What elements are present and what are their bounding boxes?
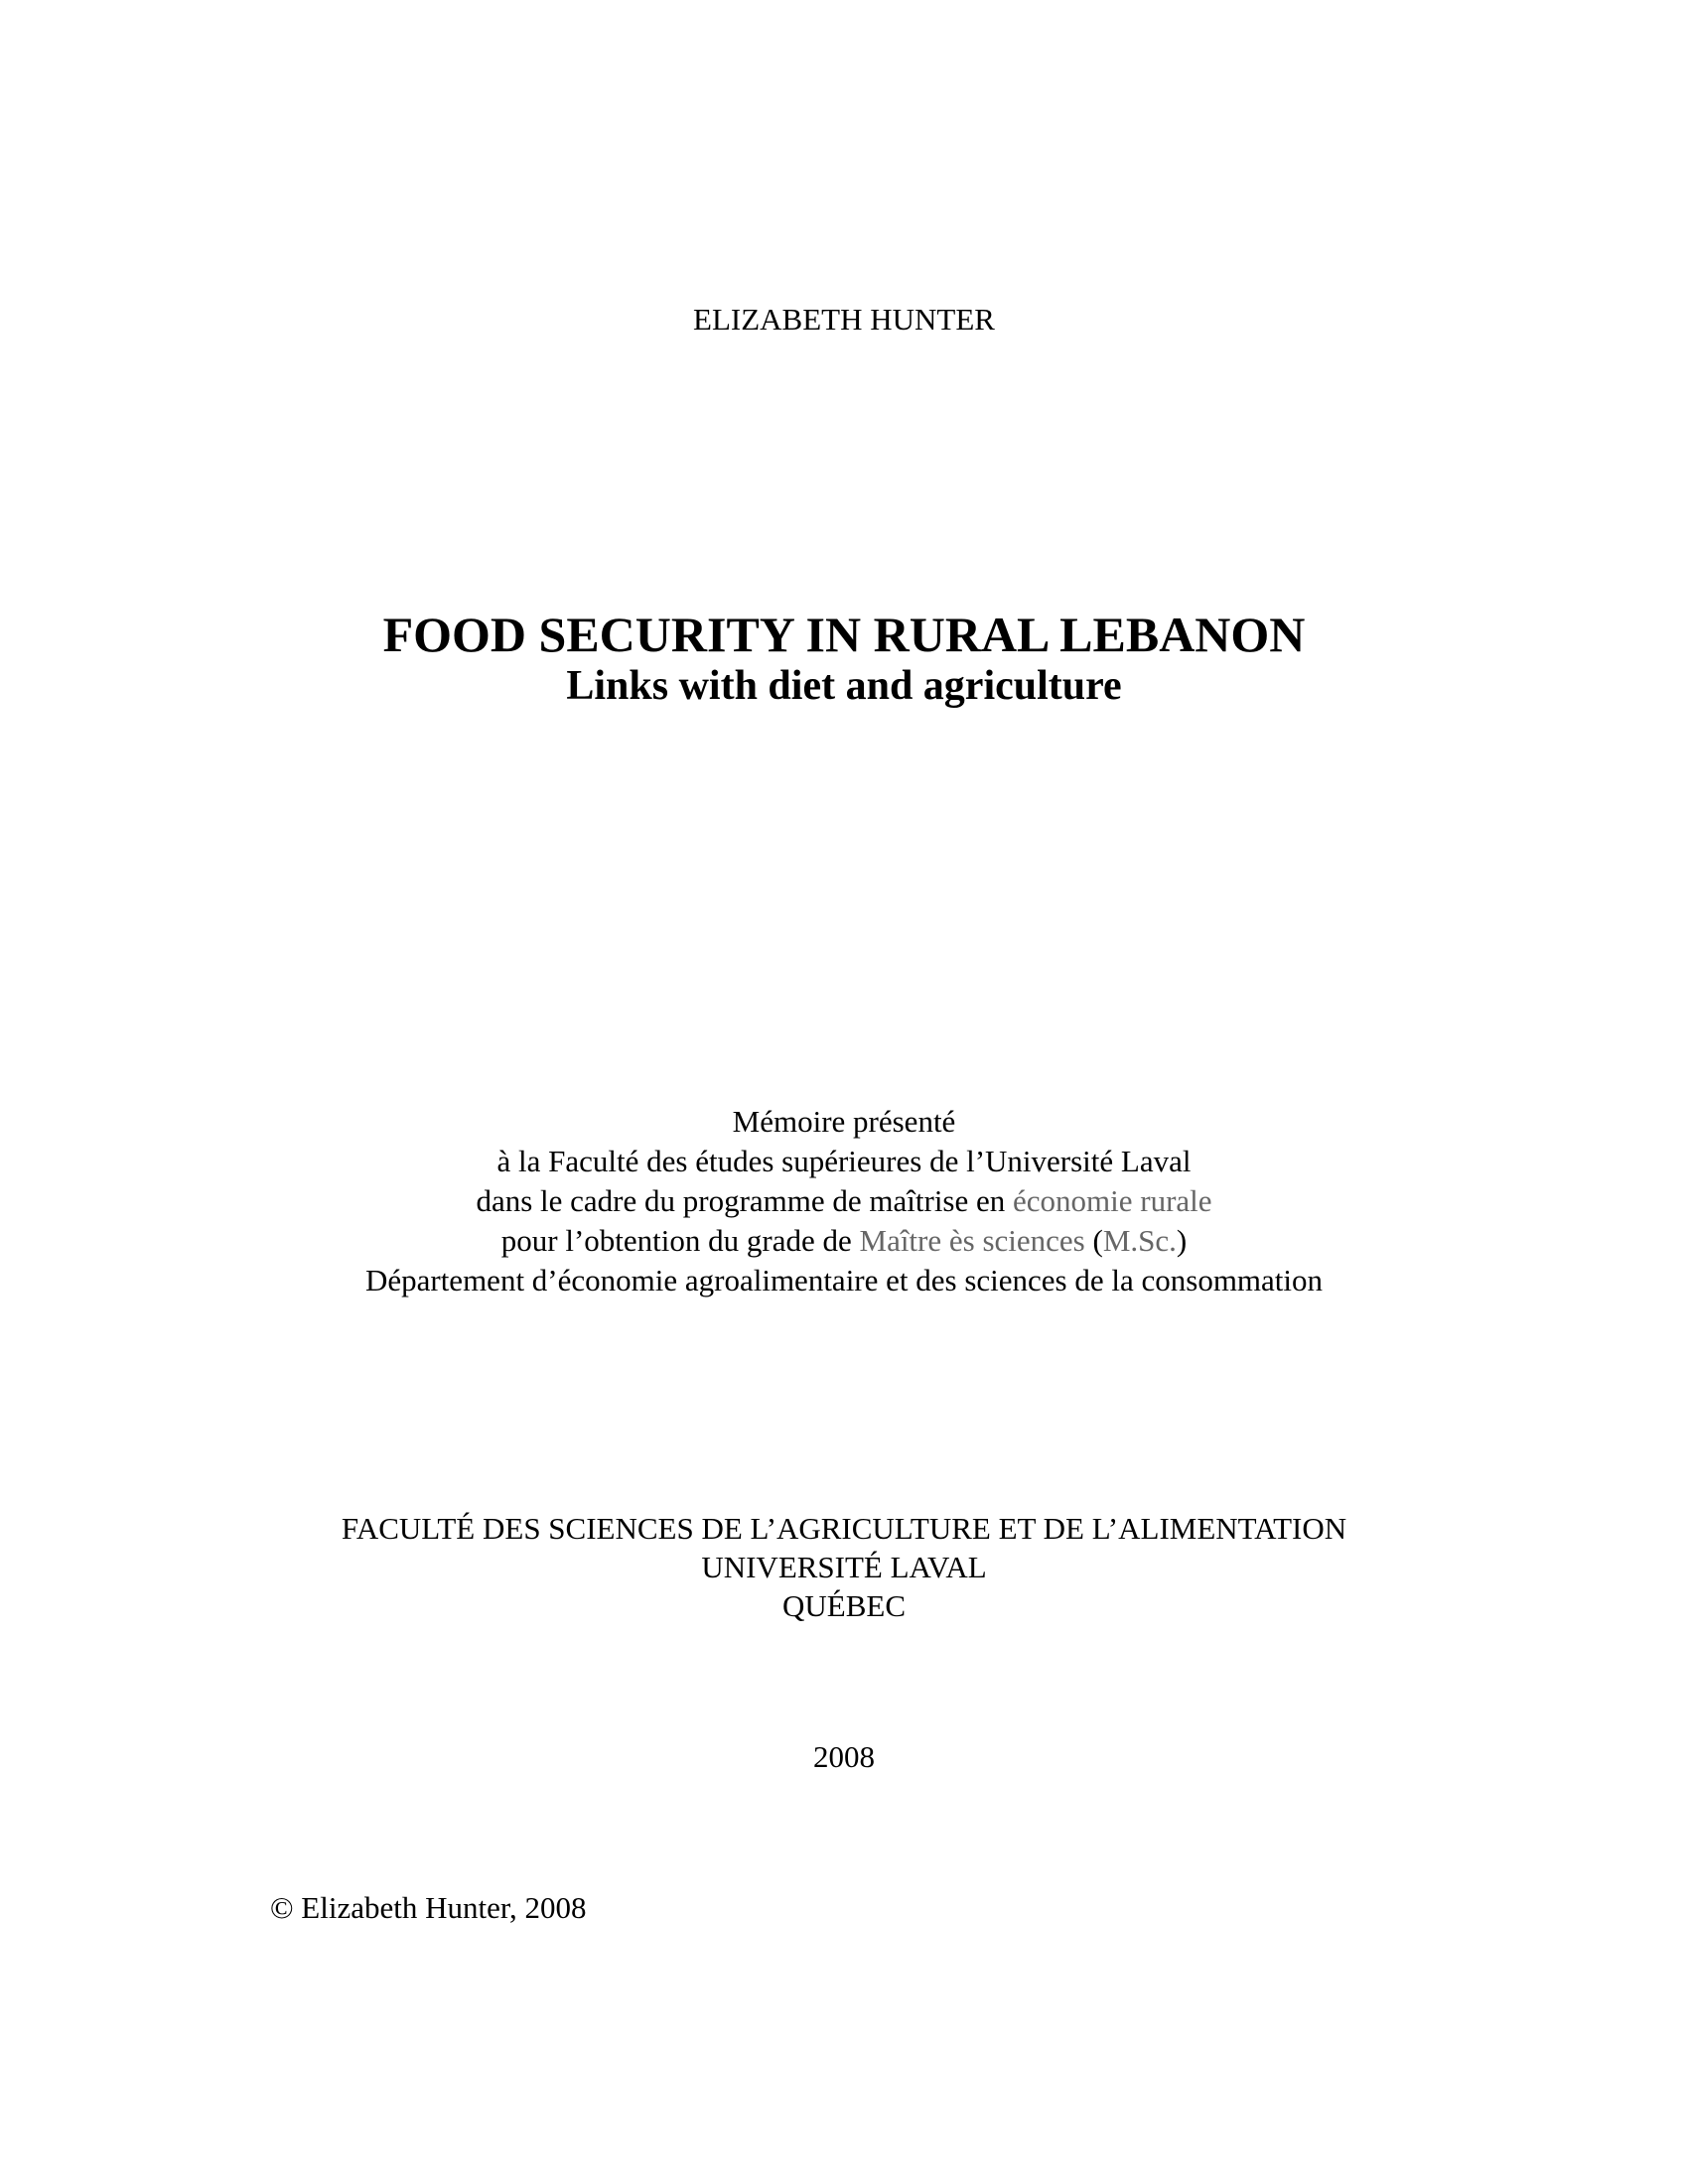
copyright-notice: © Elizabeth Hunter, 2008 xyxy=(270,1890,587,1925)
program-prefix: dans le cadre du programme de maîtrise en xyxy=(476,1183,1014,1218)
faculty-name: FACULTÉ DES SCIENCES DE L’AGRICULTURE ET DE L’ALIMENTATION xyxy=(341,1511,1347,1546)
memoire-line-2: à la Faculté des études supérieures de l’Université Laval xyxy=(496,1144,1192,1178)
university-name: UNIVERSITÉ LAVAL xyxy=(701,1550,987,1584)
degree-paren-open: ( xyxy=(1084,1223,1103,1258)
memoire-line-5: Département d’économie agroalimentaire et des sciences de la consommation xyxy=(364,1263,1324,1297)
memoire-statement xyxy=(0,1102,1688,1300)
degree-name: Maître ès sciences xyxy=(859,1223,1085,1258)
memoire-line-1: Mémoire présenté xyxy=(732,1104,956,1139)
degree-prefix: pour l’obtention du grade de xyxy=(500,1223,860,1258)
institution-block xyxy=(0,1509,1688,1625)
city-name: QUÉBEC xyxy=(782,1588,906,1623)
program-field: économie rurale xyxy=(1013,1183,1212,1218)
publication-year: 2008 xyxy=(813,1739,875,1774)
degree-paren-close: ) xyxy=(1176,1223,1188,1258)
degree-abbreviation: M.Sc. xyxy=(1102,1223,1177,1258)
memoire-line-4 xyxy=(0,1221,1688,1261)
memoire-line-3 xyxy=(0,1181,1688,1221)
author-name: ELIZABETH HUNTER xyxy=(693,302,995,337)
thesis-subtitle: Links with diet and agriculture xyxy=(566,663,1122,709)
thesis-title: FOOD SECURITY IN RURAL LEBANON xyxy=(382,607,1306,662)
